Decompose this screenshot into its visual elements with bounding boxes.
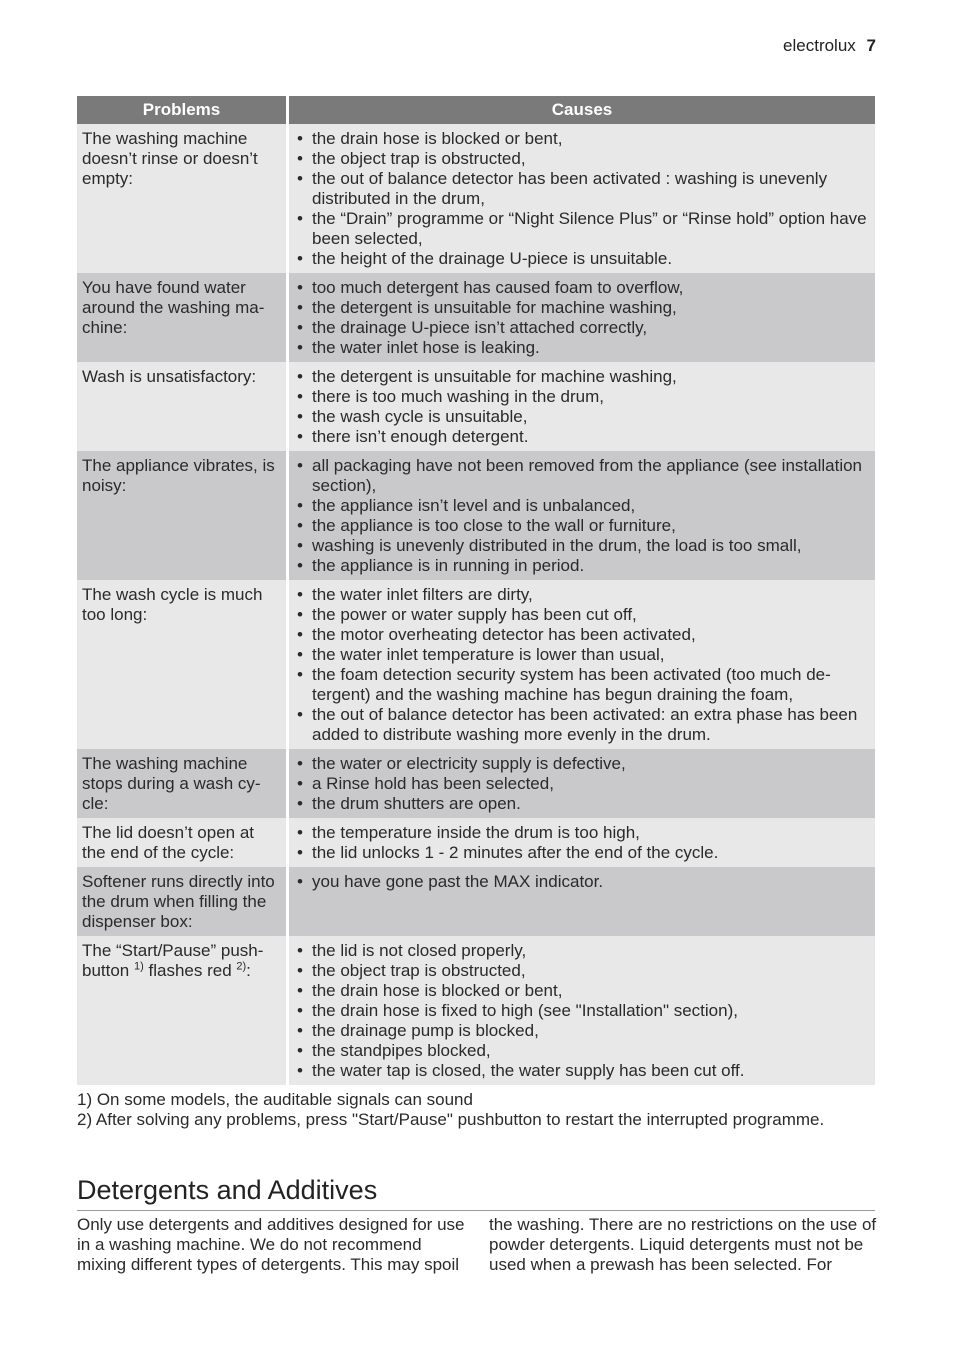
problem-cell: The lid doesn’t open at the end of the cycle:	[77, 818, 289, 867]
cause-item: • the lid is not closed properly,	[294, 941, 869, 961]
problem-cell: The wash cycle is much too long:	[77, 580, 289, 749]
page-number: 7	[866, 36, 876, 55]
causes-cell	[289, 936, 875, 1085]
table-row	[77, 362, 875, 451]
body-column-right: the washing. There are no restrictions on the use of powder detergents. Liquid detergents must not be used when a prewash has been selected. For	[489, 1215, 877, 1274]
causes-cell	[289, 867, 875, 936]
cause-item: • the drum shutters are open.	[294, 794, 869, 814]
cause-item: • the detergent is unsuitable for machine washing,	[294, 367, 869, 387]
cause-item: • the object trap is obstructed,	[294, 961, 869, 981]
page-header	[783, 36, 876, 56]
table-row	[77, 580, 875, 749]
table-row	[77, 451, 875, 580]
cause-item: • the appliance is in running in period.	[294, 556, 869, 576]
cause-item: • the water inlet temperature is lower than usual,	[294, 645, 869, 665]
cause-item: • the object trap is obstructed,	[294, 149, 869, 169]
cause-item: • the foam detection security system has been activated (too much de-tergent) and the washing machine has begun draining the foam,	[294, 665, 869, 705]
cause-item: • the standpipes blocked,	[294, 1041, 869, 1061]
cause-item: • the wash cycle is unsuitable,	[294, 407, 869, 427]
cause-item: • washing is unevenly distributed in the drum, the load is too small,	[294, 536, 869, 556]
problem-cell: The washing machine stops during a wash cy-cle:	[77, 749, 289, 818]
cause-item: • the detergent is unsuitable for machine washing,	[294, 298, 869, 318]
cause-item: • all packaging have not been removed from the appliance (see installation section),	[294, 456, 869, 496]
cause-item: • the drain hose is fixed to high (see "Installation" section),	[294, 1001, 869, 1021]
cause-item: • the out of balance detector has been activated : washing is unevenly distributed in the drum,	[294, 169, 869, 209]
cause-item: • the height of the drainage U-piece is unsuitable.	[294, 249, 869, 269]
footnote-1: 1) On some models, the auditable signals can sound	[77, 1090, 473, 1109]
causes-cell	[289, 818, 875, 867]
table-row	[77, 749, 875, 818]
cause-item: • the out of balance detector has been activated: an extra phase has been added to distribute washing more evenly in the drum.	[294, 705, 869, 745]
cause-item: • the appliance is too close to the wall or furniture,	[294, 516, 869, 536]
section-divider	[77, 1210, 875, 1211]
cause-item: • the drainage pump is blocked,	[294, 1021, 869, 1041]
causes-cell	[289, 362, 875, 451]
table-row	[77, 273, 875, 362]
cause-item: • the temperature inside the drum is too high,	[294, 823, 869, 843]
footnotes	[77, 1090, 877, 1130]
footnote-ref: 2)	[236, 960, 247, 973]
cause-item: • the power or water supply has been cut off,	[294, 605, 869, 625]
header-causes: Causes	[289, 96, 875, 124]
table-row	[77, 818, 875, 867]
cause-item: • the water or electricity supply is defective,	[294, 754, 869, 774]
causes-cell	[289, 580, 875, 749]
table-row	[77, 867, 875, 936]
causes-cell	[289, 124, 875, 273]
causes-cell	[289, 451, 875, 580]
cause-item: • the water inlet hose is leaking.	[294, 338, 869, 358]
table-header-row	[77, 96, 875, 124]
problem-cell: The washing machine doesn’t rinse or doesn’t empty:	[77, 124, 289, 273]
cause-item: • the “Drain” programme or “Night Silence Plus” or “Rinse hold” option have been selected,	[294, 209, 869, 249]
problem-cell: You have found water around the washing ma-chine:	[77, 273, 289, 362]
table-row	[77, 124, 875, 273]
section-title: Detergents and Additives	[77, 1175, 378, 1205]
cause-item: • the drainage U-piece isn’t attached correctly,	[294, 318, 869, 338]
cause-item: • too much detergent has caused foam to overflow,	[294, 278, 869, 298]
body-column-left: Only use detergents and additives designed for use in a washing machine. We do not recommend mixing different types of detergents. This may spoil	[77, 1215, 465, 1274]
causes-cell	[289, 273, 875, 362]
cause-item: • there is too much washing in the drum,	[294, 387, 869, 407]
problem-cell: The appliance vibrates, is noisy:	[77, 451, 289, 580]
header-problems: Problems	[77, 96, 289, 124]
cause-item: • the water tap is closed, the water supply has been cut off.	[294, 1061, 869, 1081]
brand-name: electrolux	[783, 36, 856, 55]
table-row	[77, 936, 875, 1085]
problem-cell: The “Start/Pause” push-button $^{1)}$ flashes red $^{2)}$:	[77, 936, 289, 1085]
cause-item: • the water inlet filters are dirty,	[294, 585, 869, 605]
cause-item: • there isn’t enough detergent.	[294, 427, 869, 447]
cause-item: • the drain hose is blocked or bent,	[294, 129, 869, 149]
cause-item: • the appliance isn’t level and is unbalanced,	[294, 496, 869, 516]
footnote-ref: 1)	[134, 960, 144, 973]
cause-item: • the motor overheating detector has been activated,	[294, 625, 869, 645]
troubleshooting-table	[77, 96, 875, 1085]
cause-item: • a Rinse hold has been selected,	[294, 774, 869, 794]
cause-item: • you have gone past the MAX indicator.	[294, 872, 869, 892]
problem-cell: Softener runs directly into the drum when filling the dispenser box:	[77, 867, 289, 936]
cause-item: • the drain hose is blocked or bent,	[294, 981, 869, 1001]
causes-cell	[289, 749, 875, 818]
cause-item: • the lid unlocks 1 - 2 minutes after the end of the cycle.	[294, 843, 869, 863]
footnote-2: 2) After solving any problems, press "Start/Pause" pushbutton to restart the interrupted programme.	[77, 1110, 825, 1129]
problem-cell: Wash is unsatisfactory:	[77, 362, 289, 451]
